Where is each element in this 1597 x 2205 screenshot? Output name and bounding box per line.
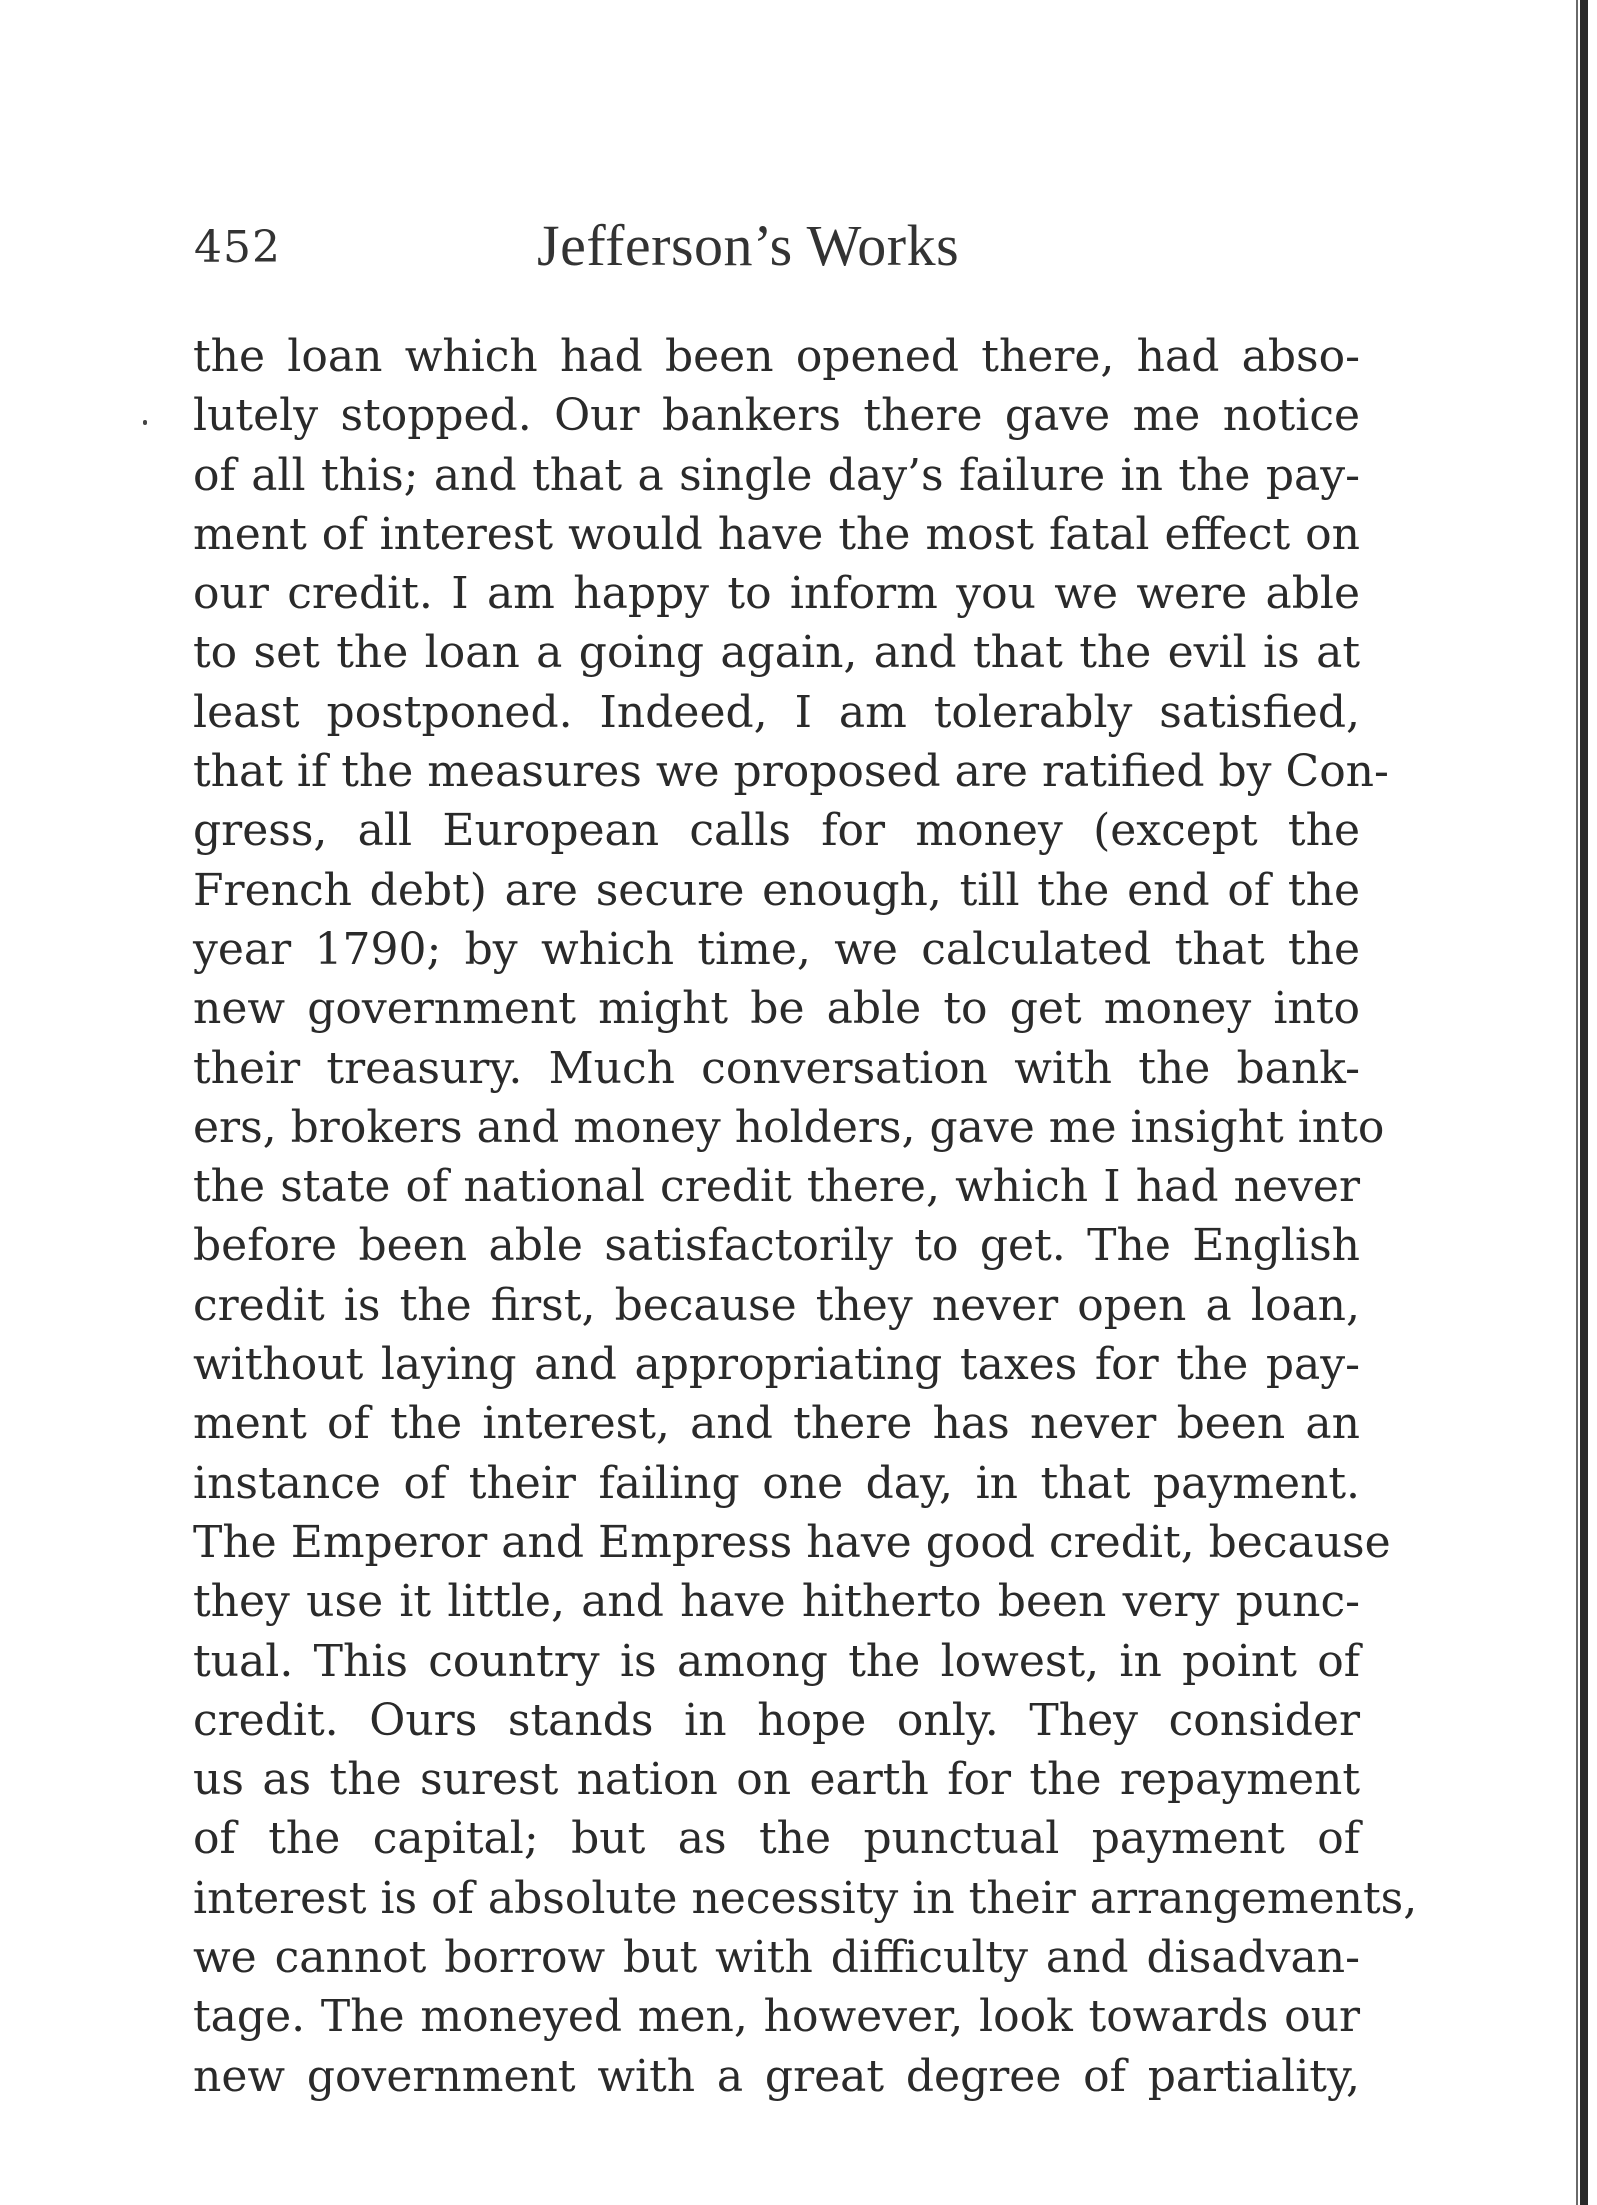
text-line: new government with a great degree of partiality, [193, 2050, 1360, 2102]
text-line: they use it little, and have hitherto been very punc- [193, 1576, 1360, 1628]
text-line: we cannot borrow but with difficulty and disadvan- [193, 1932, 1360, 1984]
text-line: us as the surest nation on earth for the repayment [193, 1754, 1360, 1806]
text-line: gress, all European calls for money (except the [193, 805, 1360, 857]
text-line: ment of the interest, and there has never been an [193, 1398, 1360, 1450]
text-line: credit. Ours stands in hope only. They consider [193, 1694, 1360, 1746]
text-line: tage. The moneyed men, however, look towards our [193, 1991, 1360, 2043]
page-number: 452 [194, 222, 281, 273]
running-title: Jefferson’s Works [537, 213, 960, 278]
text-line: The Emperor and Empress have good credit, because [193, 1516, 1391, 1568]
page-edge-shadow [1576, 0, 1578, 2205]
text-line: interest is of absolute necessity in their arrangements, [193, 1872, 1418, 1924]
text-line: that if the measures we proposed are ratified by Con- [193, 746, 1389, 798]
text-line: instance of their failing one day, in that payment. [193, 1457, 1360, 1509]
text-line: lutely stopped. Our bankers there gave me notice [193, 390, 1360, 442]
text-line: credit is the first, because they never open a loan, [193, 1279, 1360, 1331]
body-text [193, 327, 1418, 2106]
text-line: tual. This country is among the lowest, in point of [193, 1635, 1360, 1687]
text-line: their treasury. Much conversation with the bank- [193, 1042, 1360, 1094]
text-line: the loan which had been opened there, had abso- [193, 331, 1360, 382]
text-line: without laying and appropriating taxes for the pay- [193, 1339, 1360, 1391]
text-line: new government might be able to get money into [193, 983, 1360, 1035]
text-line: French debt) are secure enough, till the end of the [193, 864, 1360, 916]
text-line: ment of interest would have the most fatal effect on [193, 508, 1360, 560]
text-line: our credit. I am happy to inform you we were able [193, 568, 1360, 620]
text-line: of the capital; but as the punctual payment of [193, 1813, 1360, 1865]
text-line: ers, brokers and money holders, gave me insight into [193, 1101, 1385, 1153]
page-edge [1580, 0, 1588, 2205]
text-line: before been able satisfactorily to get. The English [193, 1220, 1360, 1272]
text-line: year 1790; by which time, we calculated that the [193, 923, 1360, 975]
text-line: to set the loan a going again, and that the evil is at [193, 627, 1360, 679]
stray-mark [143, 420, 147, 425]
text-line: the state of national credit there, which I had never [193, 1161, 1360, 1213]
text-line: least postponed. Indeed, I am tolerably satisfied, [193, 686, 1360, 738]
text-line: of all this; and that a single day’s failure in the pay- [193, 449, 1360, 501]
